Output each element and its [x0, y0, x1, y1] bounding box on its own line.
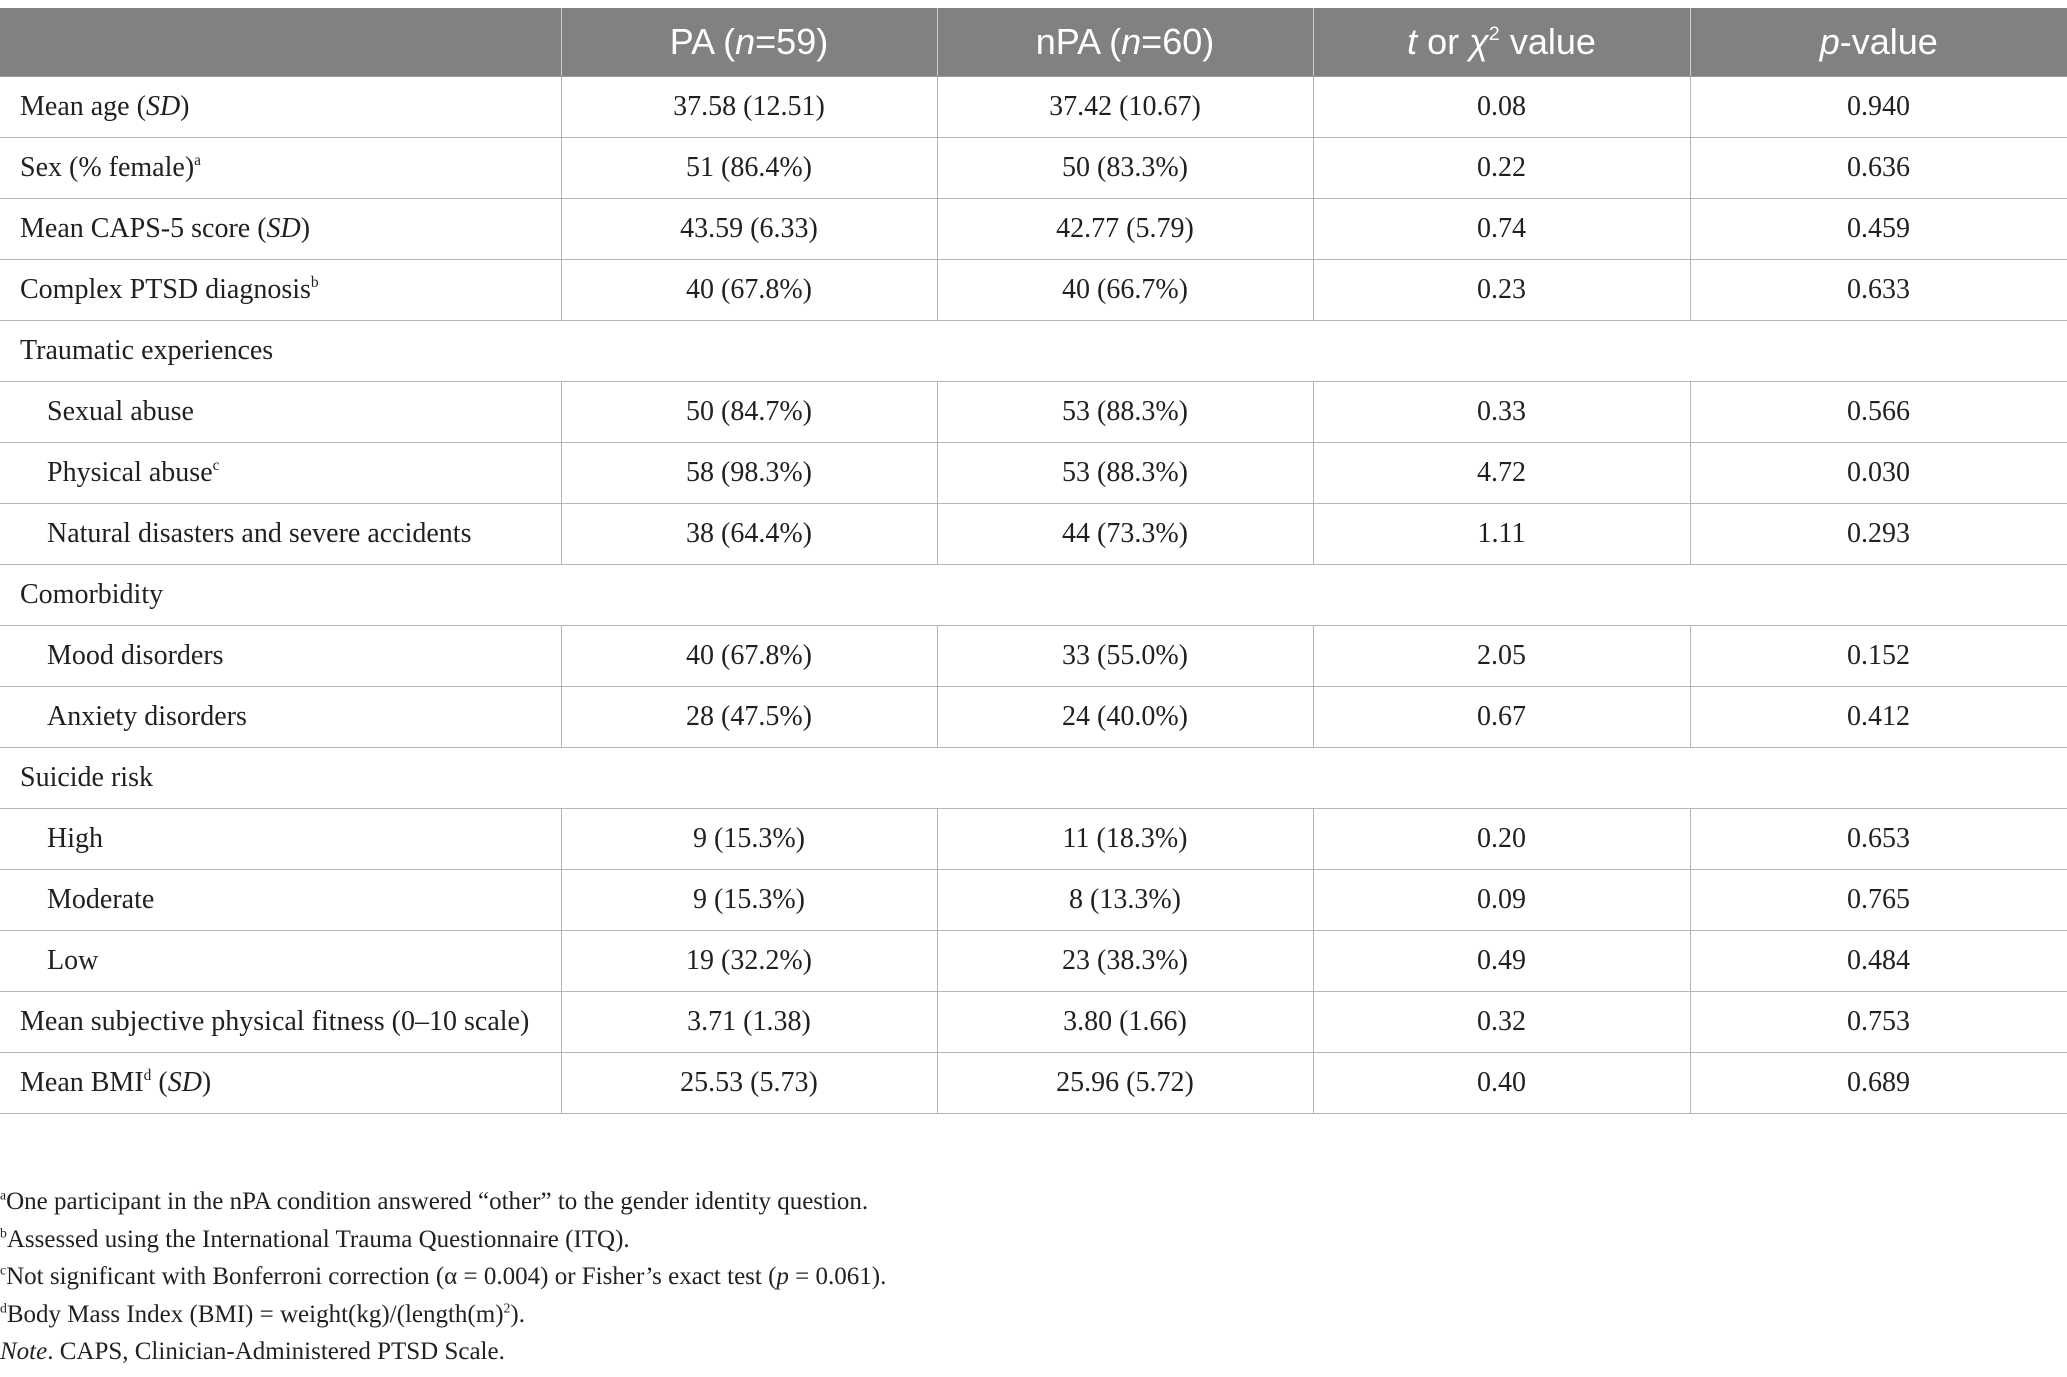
cell-p-value: 0.484 — [1690, 931, 2067, 992]
row-label — [0, 138, 561, 199]
header-variable — [0, 8, 561, 77]
table-row — [0, 382, 2067, 443]
row-label — [0, 1053, 561, 1114]
header-npa-suffix: =60) — [1141, 21, 1215, 62]
header-pa-prefix: PA ( — [669, 21, 736, 62]
footnote-b-text: Assessed using the International Trauma Questionnaire (ITQ). — [6, 1225, 630, 1253]
cell-npa: 25.96 (5.72) — [937, 1053, 1313, 1114]
cell-pa: 38 (64.4%) — [561, 504, 937, 565]
cell-npa: 42.77 (5.79) — [937, 199, 1313, 260]
cell-pa: 50 (84.7%) — [561, 382, 937, 443]
row-label-label: Mood disorders — [47, 640, 224, 671]
cell-p-value: 0.633 — [1690, 260, 2067, 321]
table-row — [0, 687, 2067, 748]
row-label — [0, 260, 561, 321]
cell-statistic: 0.49 — [1313, 931, 1690, 992]
cell-npa: 50 (83.3%) — [937, 138, 1313, 199]
header-statistic — [1313, 8, 1690, 77]
row-label-label: Anxiety disorders — [47, 701, 247, 732]
row-label-label: Mean subjective physical fitness (0–10 scale) — [20, 1006, 530, 1037]
footnote-d-text-2: ). — [510, 1300, 525, 1328]
cell-pa: 9 (15.3%) — [561, 870, 937, 931]
cell-statistic: 4.72 — [1313, 443, 1690, 504]
cell-p-value: 0.152 — [1690, 626, 2067, 687]
table-row — [0, 870, 2067, 931]
table-row — [0, 626, 2067, 687]
table-row — [0, 443, 2067, 504]
cell-p-value: 0.765 — [1690, 870, 2067, 931]
row-label — [0, 199, 561, 260]
table-row — [0, 77, 2067, 138]
cell-pa: 3.71 (1.38) — [561, 992, 937, 1053]
cell-npa: 53 (88.3%) — [937, 382, 1313, 443]
row-label — [0, 870, 561, 931]
cell-pa: 58 (98.3%) — [561, 443, 937, 504]
footnote-c-text-2: = 0.061). — [788, 1263, 887, 1290]
cell-statistic: 0.09 — [1313, 870, 1690, 931]
cell-pa: 40 (67.8%) — [561, 626, 937, 687]
cell-pa: 37.58 (12.51) — [561, 77, 937, 138]
header-stat-chi: χ — [1469, 21, 1489, 62]
row-label-label: Natural disasters and severe accidents — [47, 518, 472, 549]
table-body — [0, 77, 2067, 1114]
cell-pa: 51 (86.4%) — [561, 138, 937, 199]
row-label — [0, 809, 561, 870]
row-label — [0, 443, 561, 504]
header-pa-suffix: =59) — [755, 21, 829, 62]
row-label — [0, 504, 561, 565]
table-row — [0, 931, 2067, 992]
table-row — [0, 260, 2067, 321]
header-row — [0, 8, 2067, 77]
table-note — [0, 1333, 886, 1371]
header-p-value — [1690, 8, 2067, 77]
cell-statistic: 1.11 — [1313, 504, 1690, 565]
row-label-label-sup: a — [194, 152, 201, 170]
section-heading: Comorbidity — [0, 565, 2067, 626]
cell-p-value: 0.940 — [1690, 77, 2067, 138]
row-label-label: Sex (% female) — [20, 152, 195, 183]
section-heading: Suicide risk — [0, 748, 2067, 809]
cell-statistic: 2.05 — [1313, 626, 1690, 687]
footnote-d — [0, 1296, 886, 1334]
table-row — [0, 809, 2067, 870]
cell-statistic: 0.40 — [1313, 1053, 1690, 1114]
row-label — [0, 382, 561, 443]
cell-statistic: 0.32 — [1313, 992, 1690, 1053]
section-heading: Traumatic experiences — [0, 321, 2067, 382]
cell-npa: 3.80 (1.66) — [937, 992, 1313, 1053]
header-stat-or: or — [1417, 21, 1470, 62]
cell-pa: 28 (47.5%) — [561, 687, 937, 748]
table-row — [0, 199, 2067, 260]
row-label — [0, 77, 561, 138]
cell-statistic: 0.20 — [1313, 809, 1690, 870]
section-row — [0, 748, 2067, 809]
header-p-italic: p — [1819, 21, 1840, 62]
cell-npa: 44 (73.3%) — [937, 504, 1313, 565]
table-note-text: . CAPS, Clinician-Administered PTSD Scale. — [47, 1338, 505, 1365]
header-p-rest: -value — [1839, 21, 1938, 62]
table-row — [0, 1053, 2067, 1114]
table-row — [0, 992, 2067, 1053]
cell-p-value: 0.293 — [1690, 504, 2067, 565]
row-label-label-italic: SD — [266, 213, 301, 244]
cell-statistic: 0.33 — [1313, 382, 1690, 443]
footnote-c-text-1: Not significant with Bonferroni correction (α = 0.004) or Fisher’s exact test ( — [6, 1263, 777, 1290]
table-footnotes — [0, 1183, 886, 1371]
cell-npa: 23 (38.3%) — [937, 931, 1313, 992]
cell-p-value: 0.636 — [1690, 138, 2067, 199]
footnote-b-marker: b — [0, 1224, 7, 1240]
baseline-characteristics-table-wrapper — [0, 8, 2067, 1114]
cell-statistic: 0.23 — [1313, 260, 1690, 321]
cell-statistic: 0.08 — [1313, 77, 1690, 138]
row-label-label-after: ) — [201, 1067, 212, 1098]
row-label — [0, 687, 561, 748]
cell-p-value: 0.412 — [1690, 687, 2067, 748]
section-row — [0, 321, 2067, 382]
cell-npa: 33 (55.0%) — [937, 626, 1313, 687]
cell-npa: 40 (66.7%) — [937, 260, 1313, 321]
cell-p-value: 0.753 — [1690, 992, 2067, 1053]
row-label-label: Sexual abuse — [47, 396, 194, 427]
footnote-a — [0, 1183, 886, 1221]
footnote-c — [0, 1258, 886, 1296]
cell-p-value: 0.030 — [1690, 443, 2067, 504]
cell-pa: 25.53 (5.73) — [561, 1053, 937, 1114]
row-label-label-italic: SD — [167, 1067, 202, 1098]
row-label-label: Moderate — [47, 884, 155, 915]
header-stat-value: value — [1499, 21, 1596, 62]
footnote-d-text-1: Body Mass Index (BMI) = weight(kg)/(length(m) — [6, 1300, 504, 1328]
row-label-label-after: ) — [300, 213, 311, 244]
row-label-label: High — [47, 823, 103, 854]
row-label — [0, 626, 561, 687]
row-label-label-sup: d — [143, 1067, 152, 1085]
row-label-label: Complex PTSD diagnosis — [20, 274, 311, 305]
row-label-label: Low — [47, 945, 99, 976]
row-label — [0, 931, 561, 992]
table-header — [0, 8, 2067, 77]
footnote-a-marker: a — [0, 1187, 7, 1203]
cell-npa: 53 (88.3%) — [937, 443, 1313, 504]
table-note-label: Note — [0, 1338, 48, 1365]
row-label-label-mid: ( — [151, 1067, 168, 1098]
header-stat-sup: 2 — [1488, 23, 1500, 46]
row-label-label: Physical abuse — [47, 457, 213, 488]
cell-pa: 43.59 (6.33) — [561, 199, 937, 260]
row-label-label-sup: b — [310, 274, 319, 292]
row-label-label-italic: SD — [145, 91, 181, 122]
baseline-characteristics-table — [0, 8, 2067, 1114]
cell-statistic: 0.74 — [1313, 199, 1690, 260]
cell-p-value: 0.566 — [1690, 382, 2067, 443]
row-label-label: Mean CAPS-5 score ( — [20, 213, 267, 244]
footnote-b — [0, 1221, 886, 1259]
table-row — [0, 138, 2067, 199]
footnote-d-marker: d — [0, 1299, 7, 1315]
footnote-a-text: One participant in the nPA condition answered “other” to the gender identity question. — [6, 1188, 869, 1215]
cell-npa: 11 (18.3%) — [937, 809, 1313, 870]
section-row — [0, 565, 2067, 626]
cell-pa: 40 (67.8%) — [561, 260, 937, 321]
header-npa — [937, 8, 1313, 77]
footnote-d-squared: 2 — [503, 1299, 511, 1315]
footnote-c-p: p — [776, 1263, 789, 1290]
cell-pa: 9 (15.3%) — [561, 809, 937, 870]
header-pa — [561, 8, 937, 77]
header-pa-n: n — [735, 21, 756, 62]
row-label-label-after: ) — [180, 91, 190, 122]
cell-p-value: 0.459 — [1690, 199, 2067, 260]
cell-pa: 19 (32.2%) — [561, 931, 937, 992]
header-stat-t: t — [1407, 21, 1418, 62]
cell-statistic: 0.22 — [1313, 138, 1690, 199]
cell-npa: 8 (13.3%) — [937, 870, 1313, 931]
row-label-label: Mean age ( — [20, 91, 146, 122]
cell-p-value: 0.689 — [1690, 1053, 2067, 1114]
table-row — [0, 504, 2067, 565]
header-npa-n: n — [1121, 21, 1142, 62]
cell-npa: 24 (40.0%) — [937, 687, 1313, 748]
row-label-label-sup: c — [212, 457, 220, 475]
row-label-label: Mean BMI — [20, 1067, 144, 1098]
row-label — [0, 992, 561, 1053]
cell-statistic: 0.67 — [1313, 687, 1690, 748]
cell-npa: 37.42 (10.67) — [937, 77, 1313, 138]
footnote-c-marker: c — [0, 1262, 7, 1278]
header-npa-prefix: nPA ( — [1035, 21, 1122, 62]
cell-p-value: 0.653 — [1690, 809, 2067, 870]
